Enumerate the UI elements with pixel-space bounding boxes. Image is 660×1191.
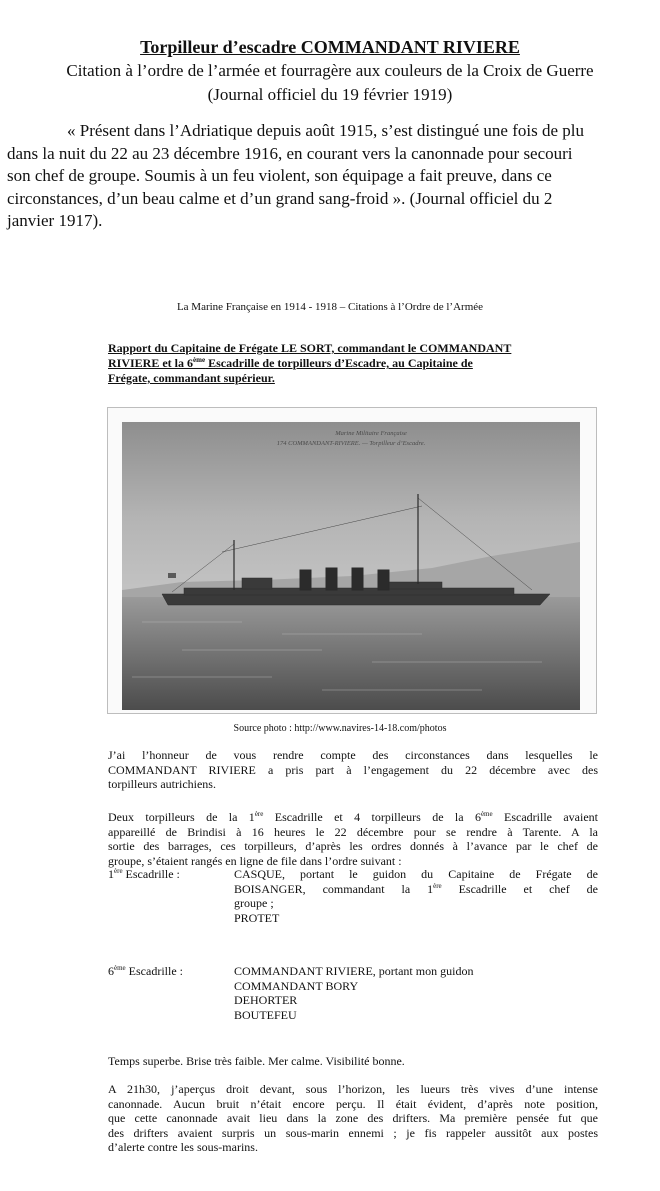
paragraph-departure [108, 810, 598, 868]
ship-line: groupe ; [234, 896, 274, 910]
escadrille-1-ships [234, 867, 598, 925]
paragraph-intro [108, 748, 598, 792]
ship-line: CASQUE, portant le guidon du Capitaine de Frégate de [234, 867, 598, 881]
citation-line: circonstances, d’un beau calme et d’un grand sang-froid ». (Journal officiel du 2 [7, 188, 553, 208]
rapport-line: Rapport du Capitaine de Frégate LE SORT, commandant le COMMANDANT [108, 341, 512, 355]
document-header: La Marine Française en 1914 - 1918 – Citations à l’Ordre de l’Armée [176, 301, 484, 313]
paragraph-line: canonnade. Aucun bruit n’était encore perçu. Il était évident, d’après note position, [108, 1096, 598, 1111]
paragraph-line: sortie des barrages, ces torpilleurs, d’après les ordres donnés à l’avance par le chef de [108, 839, 598, 853]
paragraph-line: Deux torpilleurs de la 1ère Escadrille et 4 torpilleurs de la 6ème Escadrille avaient [108, 810, 599, 824]
ship-line: PROTET [234, 910, 280, 925]
ship-line: BOUTEFEU [234, 1007, 297, 1022]
article-subtitle: Citation à l’ordre de l’armée et fourragère aux couleurs de la Croix de Guerre [66, 61, 594, 80]
rapport-title [108, 341, 628, 386]
weather-line: Temps superbe. Brise très faible. Mer calme. Visibilité bonne. [108, 1054, 405, 1068]
escadrille-1-label: 1ère Escadrille : [108, 867, 180, 881]
citation-line: son chef de groupe. Soumis à un feu violent, son équipage a fait preuve, dans ce [7, 166, 552, 185]
paragraph-line: COMMANDANT RIVIERE a pris part à l’engagement du 22 décembre avec des [108, 762, 598, 777]
ship-photo [122, 422, 580, 710]
citation-line: janvier 1917). [7, 211, 103, 230]
ship-line: BOISANGER, commandant la 1ère Escadrille et chef de [234, 881, 598, 896]
ship-photo-image [122, 422, 580, 710]
paragraph-line: des drifters avaient surpris un sous-marin ennemi ; je fis rappeler aussitôt aux postes [108, 1125, 598, 1140]
paragraph-line: groupe, s’étaient rangés en ligne de file dans l’ordre suivant : [108, 853, 402, 868]
paragraph-line: que cette canonnade avait lieu dans la zone des drifters. Ma première pensée fut que [108, 1111, 598, 1125]
ship-line: DEHORTER [234, 993, 298, 1007]
paragraph-line: J’ai l’honneur de vous rendre compte des circonstances dans lesquelles le [108, 748, 598, 762]
rapport-line: Frégate, commandant supérieur. [108, 371, 275, 385]
rapport-line: RIVIERE et la 6ème Escadrille de torpilleurs d’Escadre, au Capitaine de [108, 356, 473, 370]
paragraph-canonnade [108, 1082, 598, 1155]
paragraph-line: torpilleurs autrichiens. [108, 777, 216, 791]
article-title: Torpilleur d’escadre COMMANDANT RIVIERE [140, 37, 520, 57]
citation-paragraph [7, 120, 660, 233]
citation-line: dans la nuit du 22 au 23 décembre 1916, en courant vers la canonnade pour secouri [7, 143, 573, 163]
photo-caption-line1: Marine Militaire Française [335, 430, 407, 437]
ship-photo-frame [107, 407, 597, 714]
escadrille-6-ships [234, 964, 598, 1022]
paragraph-line: A 21h30, j’aperçus droit devant, sous l’horizon, les lueurs très vives d’une intense [108, 1082, 598, 1096]
paragraph-line: d’alerte contre les sous-marins. [108, 1140, 258, 1154]
photo-caption-line2: 174 COMMANDANT-RIVIERE. — Torpilleur d’Escadre. [276, 440, 426, 447]
journal-reference: (Journal officiel du 19 février 1919) [207, 85, 453, 104]
photo-source: Source photo : http://www.navires-14-18.com/photos [233, 723, 447, 734]
escadrille-6-label: 6ème Escadrille : [108, 964, 183, 978]
ship-line: COMMANDANT BORY [234, 978, 359, 993]
paragraph-line: appareillé de Brindisi à 16 heures le 22 décembre pour se rendre à Tarente. A la [108, 824, 598, 839]
ship-line: COMMANDANT RIVIERE, portant mon guidon [234, 964, 474, 978]
top-article [0, 0, 660, 250]
citation-line: « Présent dans l’Adriatique depuis août 1915, s’est distingué une fois de plu [67, 121, 584, 140]
